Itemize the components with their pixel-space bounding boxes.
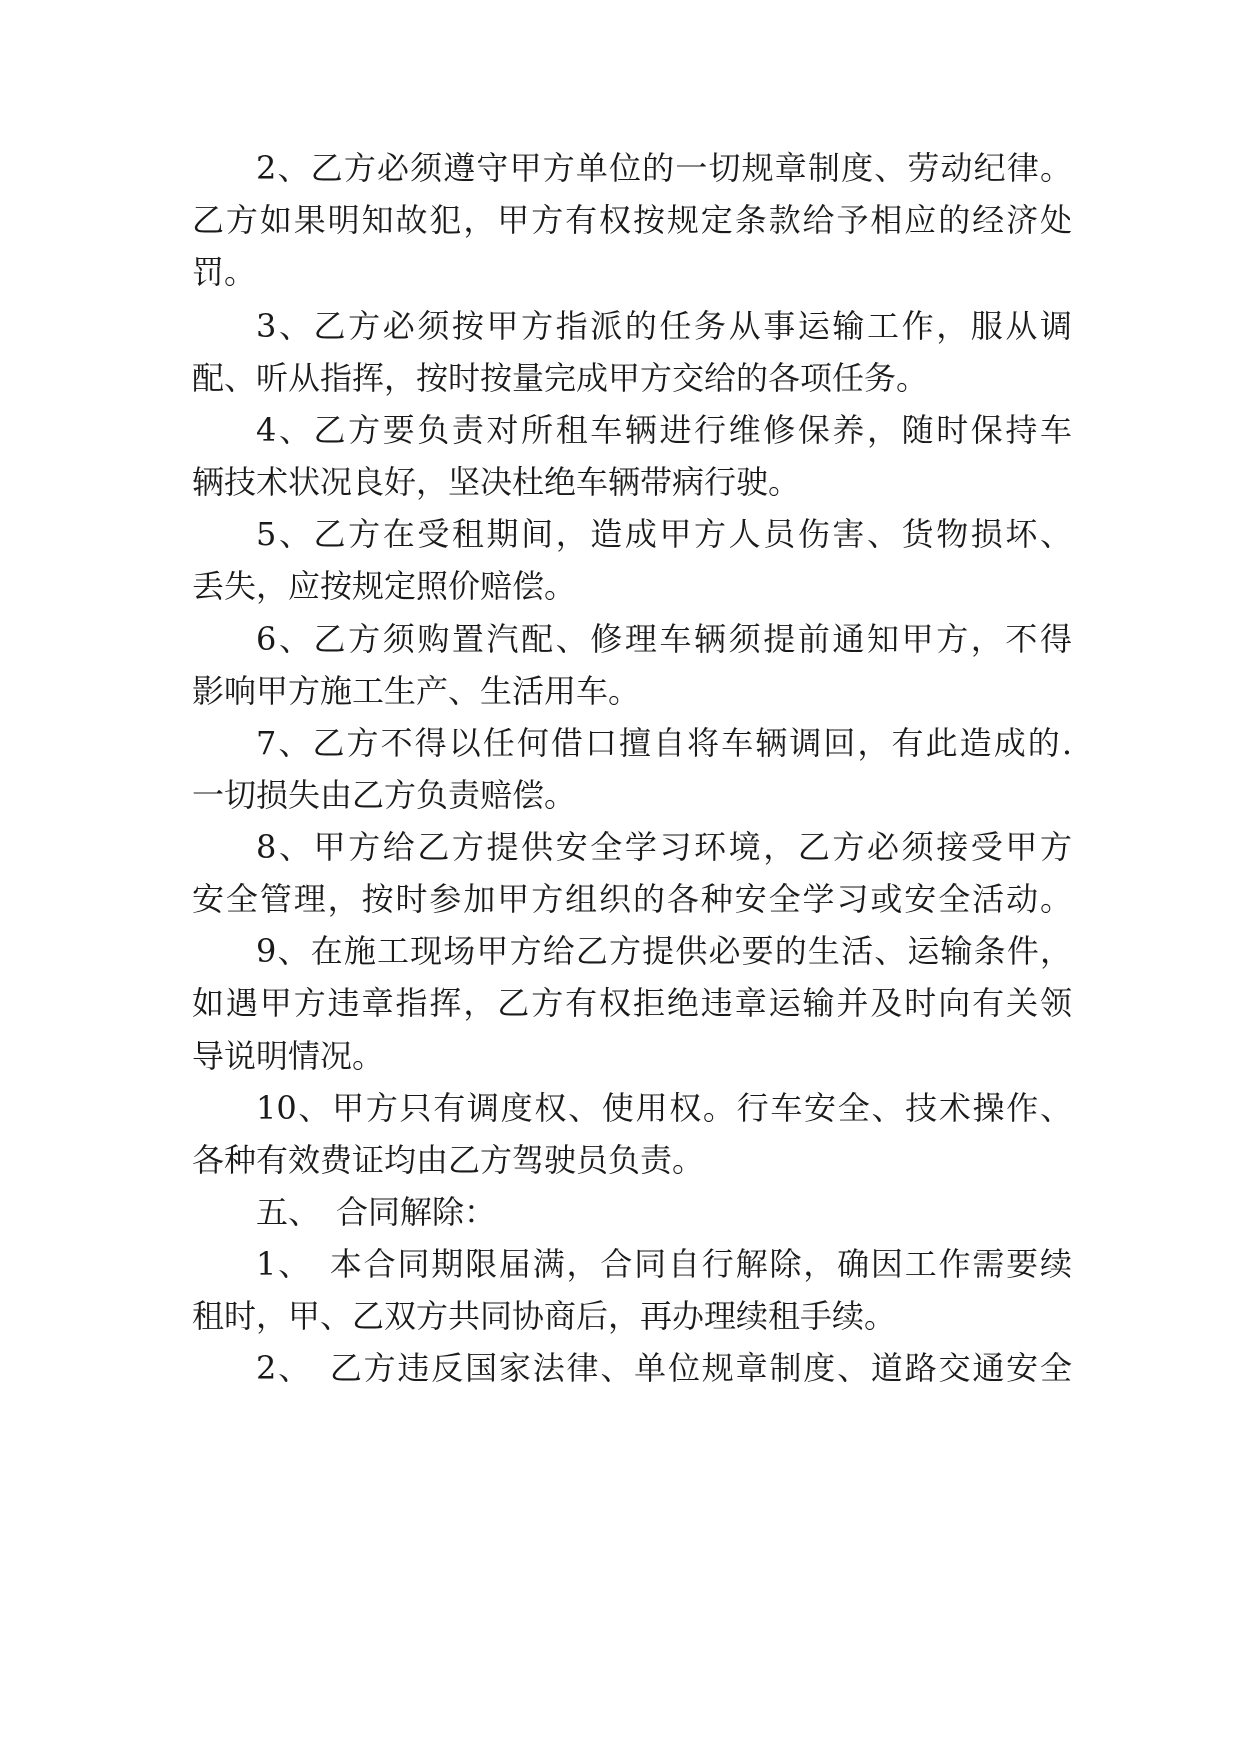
text-line: 1、 本合同期限届满，合同自行解除，确因工作需要续 <box>256 1245 1072 1283</box>
text-line: 配、听从指挥，按时按量完成甲方交给的各项任务。 <box>192 359 929 397</box>
text-line: 安全管理，按时参加甲方组织的各种安全学习或安全活动。 <box>192 880 1072 918</box>
text-line: 丢失，应按规定照价赔偿。 <box>192 567 577 605</box>
text-line: 2、 乙方违反国家法律、单位规章制度、道路交通安全 <box>256 1349 1072 1387</box>
text-line: 3、乙方必须按甲方指派的任务从事运输工作，服从调 <box>256 307 1072 345</box>
text-line: 2、乙方必须遵守甲方单位的一切规章制度、劳动纪律。 <box>256 149 1072 187</box>
text-line: 一切损失由乙方负责赔偿。 <box>192 776 577 814</box>
text-line: 影响甲方施工生产、生活用车。 <box>192 672 641 710</box>
text-line: 辆技术状况良好，坚决杜绝车辆带病行驶。 <box>192 463 801 501</box>
text-line: 7、乙方不得以任何借口擅自将车辆调回，有此造成的. <box>256 724 1072 762</box>
text-line: 4、乙方要负责对所租车辆进行维修保养，随时保持车 <box>256 411 1072 449</box>
text-line: 5、乙方在受租期间，造成甲方人员伤害、货物损坏、 <box>256 515 1072 553</box>
text-line: 各种有效费证均由乙方驾驶员负责。 <box>192 1141 705 1179</box>
text-line: 8、甲方给乙方提供安全学习环境，乙方必须接受甲方 <box>256 828 1072 866</box>
text-line: 6、乙方须购置汽配、修理车辆须提前通知甲方，不得 <box>256 620 1072 658</box>
text-line: 10、甲方只有调度权、使用权。行车安全、技术操作、 <box>256 1089 1072 1127</box>
text-line: 如遇甲方违章指挥，乙方有权拒绝违章运输并及时向有关领 <box>192 984 1072 1022</box>
section-heading: 五、 合同解除： <box>256 1193 497 1231</box>
text-line: 导说明情况。 <box>192 1037 385 1075</box>
text-line: 罚。 <box>192 253 257 291</box>
text-line: 租时，甲、乙双方共同协商后，再办理续租手续。 <box>192 1297 897 1335</box>
text-line: 乙方如果明知故犯，甲方有权按规定条款给予相应的经济处 <box>192 201 1072 239</box>
text-line: 9、在施工现场甲方给乙方提供必要的生活、运输条件， <box>256 932 1072 970</box>
